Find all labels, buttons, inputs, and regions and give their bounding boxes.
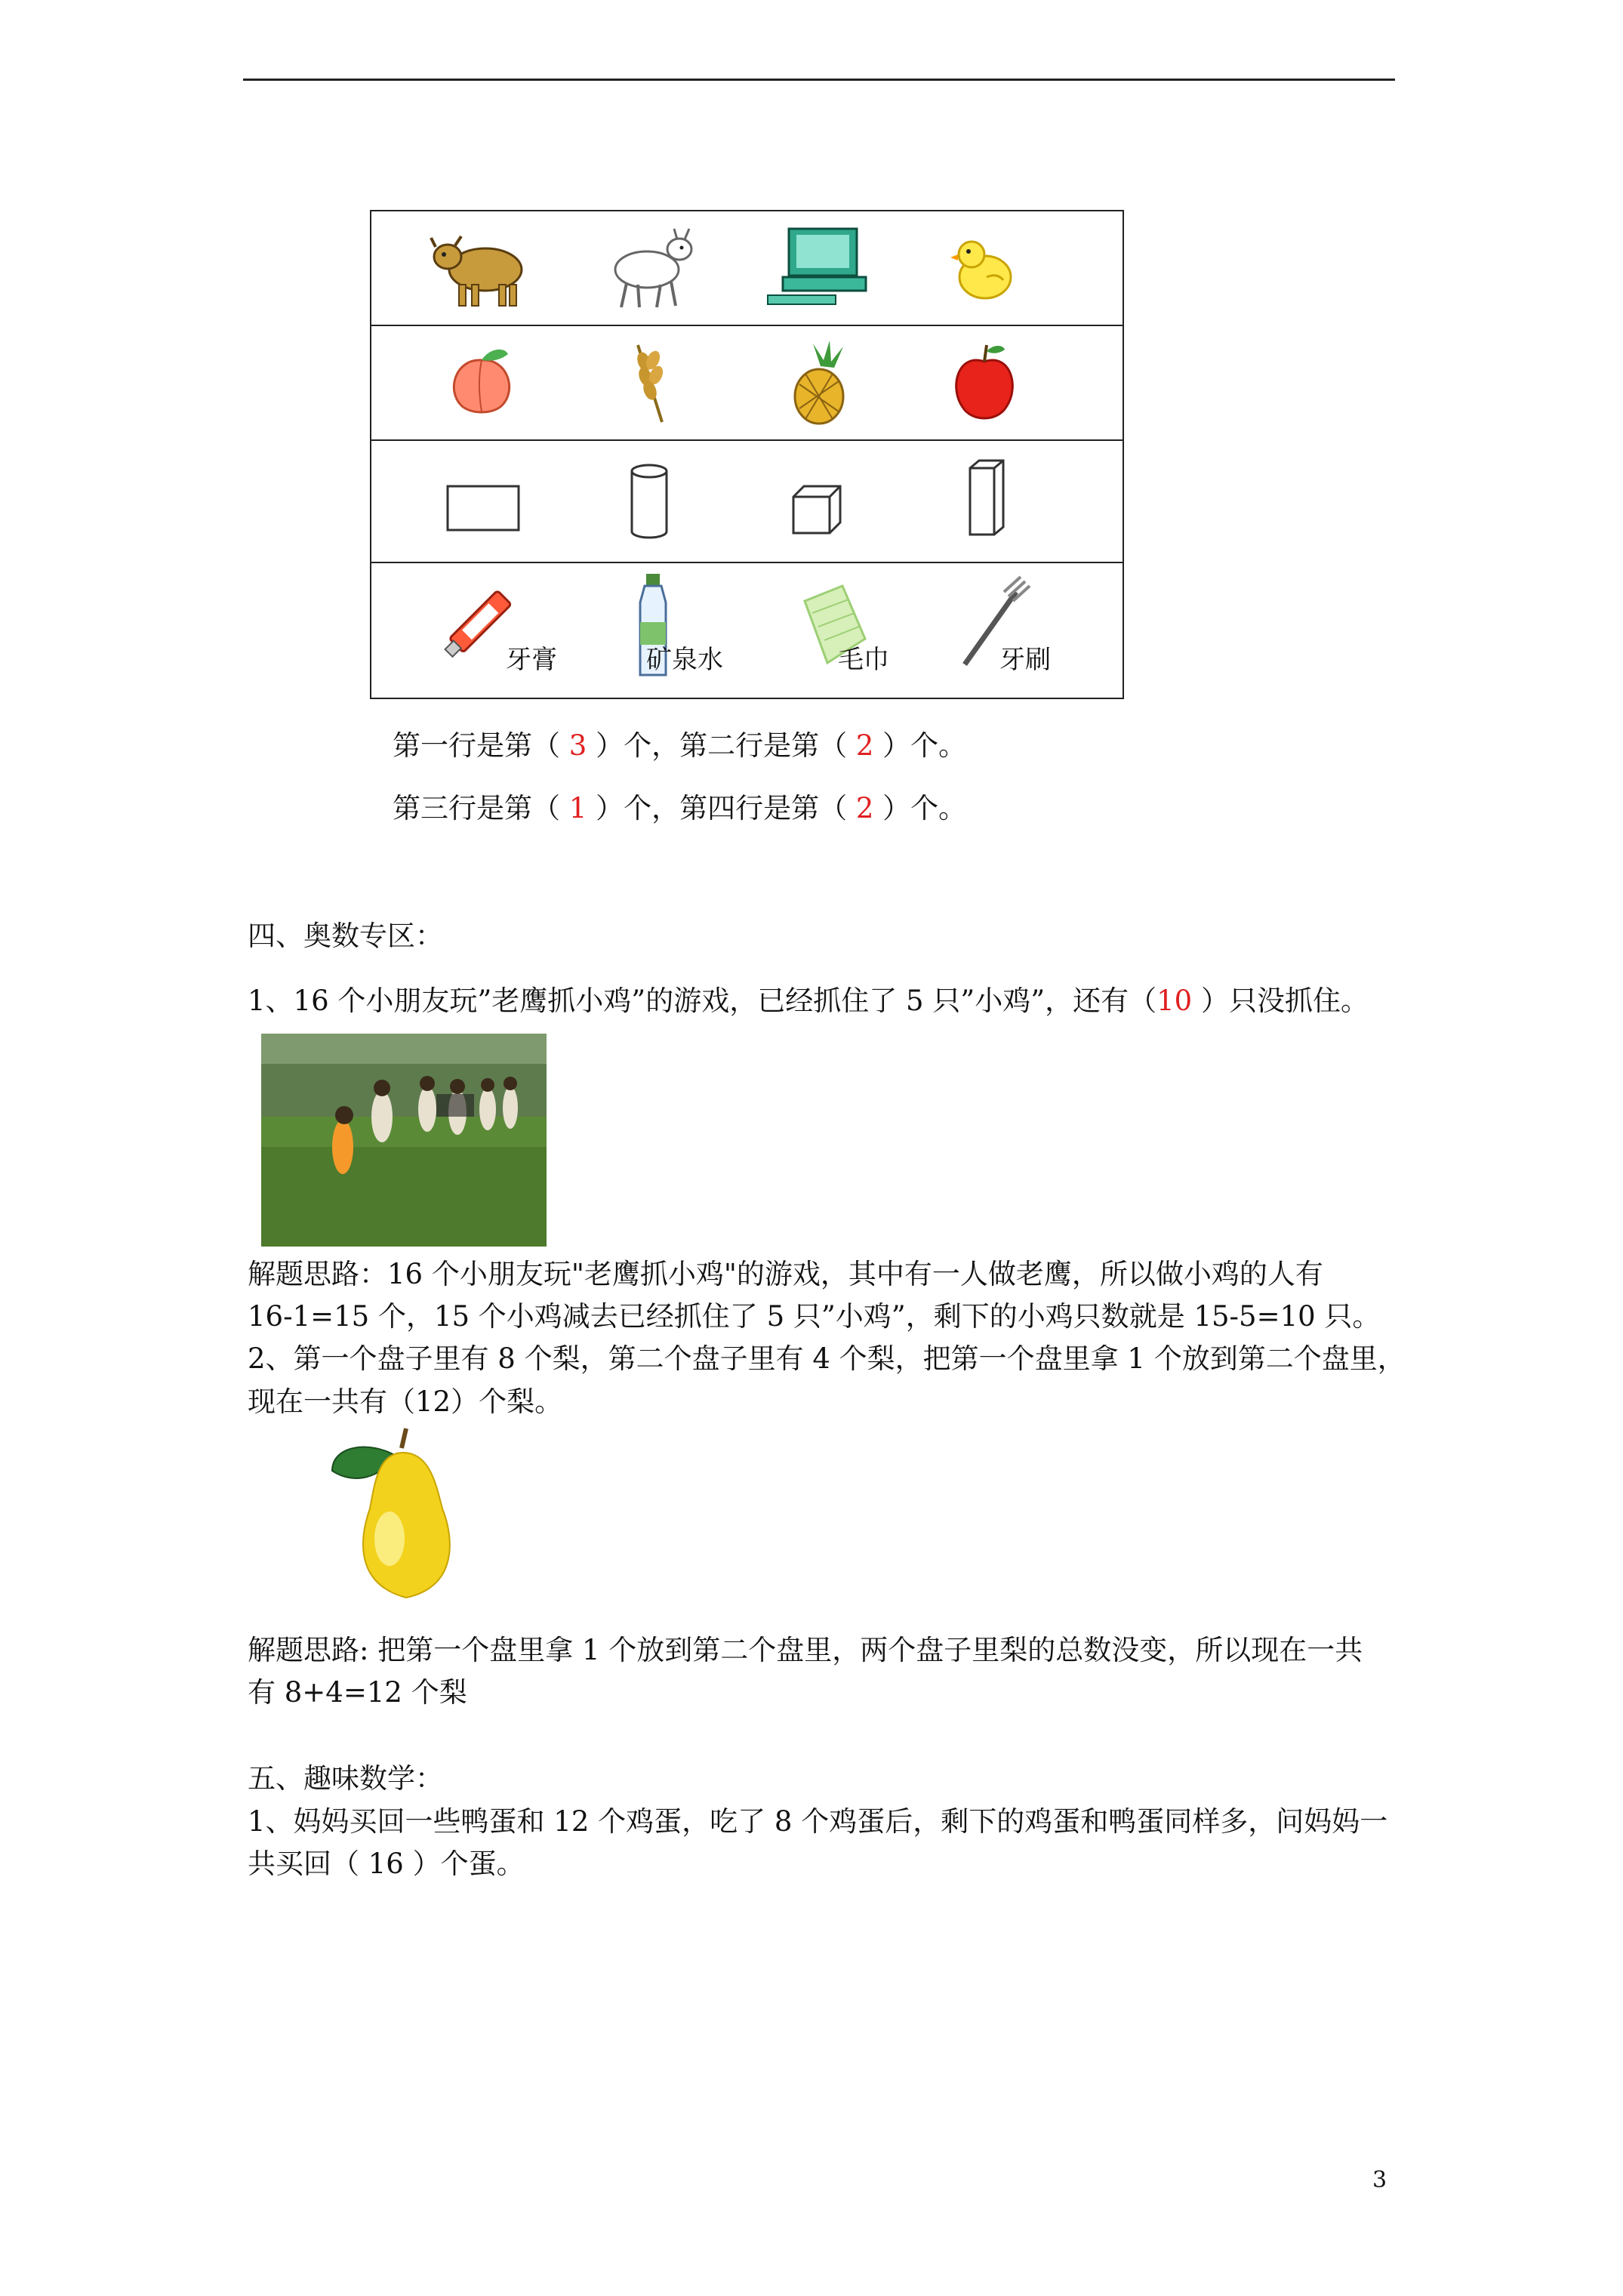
section5-question1-line2: 共买回（ 16 ）个蛋。 [248, 1848, 525, 1880]
cube-shape-icon [737, 441, 897, 562]
chick-icon [904, 211, 1064, 325]
section5-question1-line1: 1、妈妈买回一些鸭蛋和 12 个鸡蛋，吃了 8 个鸡蛋后，剩下的鸡蛋和鸭蛋同样多，问妈妈一 [248, 1805, 1388, 1838]
rectangle-shape-icon [402, 441, 562, 562]
cylinder-shape-icon [569, 441, 729, 562]
children-playing-photo [261, 1034, 547, 1247]
wheat-icon [569, 326, 729, 439]
toothpaste-item [402, 563, 562, 698]
pear-image [317, 1425, 491, 1614]
table-row-3 [371, 441, 1123, 563]
table-row-2 [371, 326, 1123, 441]
answer-row4: 2 [855, 792, 874, 824]
header-rule [243, 79, 1395, 81]
section4-q1-answer: 10 [1156, 985, 1193, 1017]
computer-icon [737, 211, 897, 325]
section4-q1-solution-line1: 解题思路：16 个小朋友玩"老鹰抓小鸡"的游戏，其中有一人做老鹰，所以做小鸡的人有 [248, 1258, 1323, 1290]
section4-q2-solution-line1: 解题思路: 把第一个盘里拿 1 个放到第二个盘里，两个盘子里梨的总数没变，所以现在一共 [248, 1634, 1363, 1666]
peach-icon [402, 326, 562, 439]
answer-row1: 3 [568, 729, 587, 762]
answer-line-rows-1-2: 第一行是第（ 3 ）个，第二行是第（ 2 ）个。 [393, 729, 967, 762]
towel-label: 毛巾 [838, 645, 889, 675]
table-row-1 [371, 211, 1123, 326]
section4-question1: 1、16 个小朋友玩”老鹰抓小鸡”的游戏，已经抓住了 5 只”小鸡”，还有（10 ）只没抓住。 [248, 985, 1369, 1017]
page-number: 3 [1372, 2167, 1387, 2193]
table-row-4 [371, 563, 1123, 698]
mineral-water-item [569, 563, 729, 698]
section4-question2-line1: 2、第一个盘子里有 8 个梨，第二个盘子里有 4 个梨，把第一个盘里拿 1 个放到第二个盘里， [248, 1342, 1406, 1375]
apple-icon [904, 326, 1064, 439]
toothbrush-label: 牙刷 [999, 645, 1051, 675]
cow-icon [402, 211, 562, 325]
cuboid-shape-icon [904, 441, 1064, 562]
towel-item [737, 563, 897, 698]
section4-q2-solution-line2: 有 8+4=12 个梨 [248, 1676, 467, 1709]
section4-heading: 四、奥数专区： [248, 920, 443, 952]
classification-table [370, 210, 1124, 699]
mineral-water-label: 矿泉水 [646, 645, 723, 675]
toothpaste-label: 牙膏 [506, 645, 557, 675]
answer-row2: 2 [855, 729, 874, 762]
pineapple-icon [737, 326, 897, 439]
toothbrush-item [904, 563, 1064, 698]
section4-question2-line2: 现在一共有（12）个梨。 [248, 1385, 563, 1418]
section4-q1-solution-line2: 16-1=15 个，15 个小鸡减去已经抓住了 5 只”小鸡”，剩下的小鸡只数就是 15-5=10 只。 [248, 1300, 1381, 1333]
section5-q1-answer: 16 [368, 1848, 404, 1880]
section5-heading: 五、趣味数学： [248, 1762, 443, 1795]
answer-row3: 1 [568, 792, 587, 824]
goat-icon [569, 211, 729, 325]
answer-line-rows-3-4: 第三行是第（ 1 ）个，第四行是第（ 2 ）个。 [393, 792, 967, 824]
